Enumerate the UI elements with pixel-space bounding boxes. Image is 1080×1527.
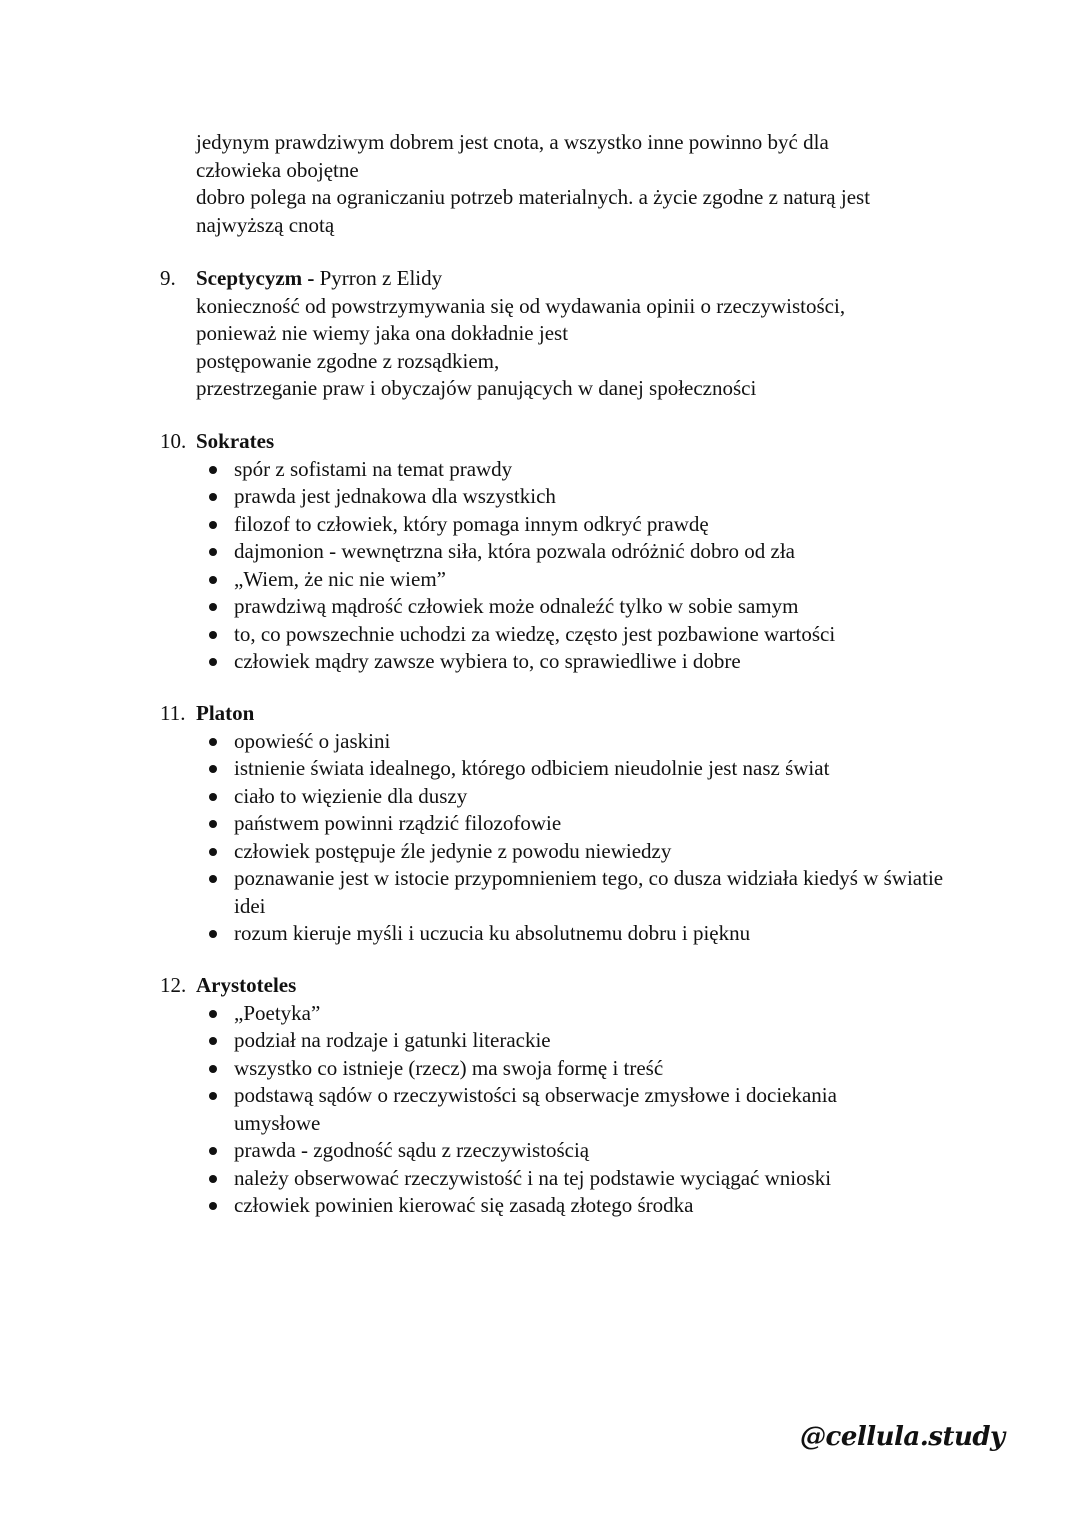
list-item-text: rozum kieruje myśli i uczucia ku absolutnemu dobru i pięknu (234, 921, 751, 945)
bullet-icon (209, 848, 217, 856)
list-item (234, 593, 980, 621)
bullet-icon (209, 1175, 217, 1183)
list-item (234, 511, 980, 539)
list-item-text: należy obserwować rzeczywistość i na tej podstawie wyciągać wnioski (234, 1165, 832, 1190)
list-item-text: prawda jest jednakowa dla wszystkich (234, 484, 556, 508)
bullet-icon (209, 466, 217, 474)
list-item-text: poznawanie jest w istocie przypomnieniem tego, co dusza widziała kiedyś w światie idei (234, 866, 944, 918)
list-item (234, 810, 949, 838)
list-item-text: prawdziwą mądrość człowiek może odnaleźć tylko w sobie samym (234, 594, 799, 618)
bullet-list (160, 456, 980, 676)
section-title: Sokrates (196, 429, 275, 453)
list-item-text: człowiek postępuje źle jedynie z powodu niewiedzy (234, 838, 672, 863)
list-item (234, 1082, 914, 1137)
list-item-text: „Poetyka” (234, 1000, 321, 1025)
section-text (160, 293, 980, 403)
bullet-list (160, 1000, 914, 1220)
bullet-icon (209, 1010, 217, 1018)
list-item (234, 566, 980, 594)
list-item (234, 755, 949, 783)
bullet-icon (209, 765, 217, 773)
list-item-text: opowieść o jaskini (234, 728, 391, 753)
bullet-icon (209, 1202, 217, 1210)
list-item (234, 1000, 914, 1028)
list-item (234, 783, 949, 811)
section-number: 9. (160, 266, 176, 290)
list-item-text: spór z sofistami na temat prawdy (234, 456, 513, 481)
bullet-icon (209, 631, 217, 639)
list-item (234, 1027, 914, 1055)
section-title: Arystoteles (196, 973, 297, 997)
intro-line: jedynym prawdziwym dobrem jest cnota, a wszystko inne powinno być dla (196, 130, 829, 154)
list-item (234, 920, 949, 948)
section-sokrates (160, 428, 980, 676)
bullet-icon (209, 1065, 217, 1073)
list-item-text: podział na rodzaje i gatunki literackie (234, 1028, 551, 1052)
list-item-text: dajmonion - wewnętrzna siła, która pozwala odróżnić dobro od zła (234, 539, 795, 563)
bullet-icon (209, 576, 217, 584)
list-item (234, 1165, 914, 1193)
list-item-text: to, co powszechnie uchodzi za wiedzę, często jest pozbawione wartości (234, 621, 836, 646)
text-line: konieczność od powstrzymywania się od wydawania opinii o rzeczywistości, (196, 293, 846, 318)
intro-line: człowieka obojętne (196, 157, 359, 182)
section-author: Pyrron z Elidy (314, 266, 443, 290)
bullet-icon (209, 603, 217, 611)
section-sceptycyzm (160, 265, 980, 403)
section-title: Platon (196, 701, 255, 725)
section-heading (160, 700, 980, 728)
section-heading (160, 265, 980, 293)
list-item (234, 1192, 914, 1220)
bullet-icon (209, 521, 217, 529)
bullet-list (160, 728, 949, 948)
list-item-text: człowiek powinien kierować się zasadą złotego środka (234, 1193, 694, 1217)
bullet-icon (209, 930, 217, 938)
list-item-text: prawda - zgodność sądu z rzeczywistością (234, 1138, 590, 1162)
text-line: postępowanie zgodne z rozsądkiem, (196, 348, 500, 373)
bullet-icon (209, 1037, 217, 1045)
list-item (234, 865, 949, 920)
section-arystoteles (160, 972, 980, 1220)
list-item (234, 728, 949, 756)
section-number: 12. (160, 973, 187, 997)
section-heading (160, 972, 980, 1000)
list-item (234, 1137, 914, 1165)
bullet-icon (209, 1147, 217, 1155)
list-item (234, 456, 980, 484)
bullet-icon (209, 1092, 217, 1100)
list-item-text: ciało to więzienie dla duszy (234, 783, 468, 808)
section-number: 11. (160, 701, 186, 725)
bullet-icon (209, 820, 217, 828)
bullet-icon (209, 738, 217, 746)
list-item (234, 648, 980, 676)
bullet-icon (209, 658, 217, 666)
bullet-icon (209, 793, 217, 801)
section-platon (160, 700, 980, 948)
intro-paragraph (196, 129, 976, 239)
list-item-text: podstawą sądów o rzeczywistości są obserwacje zmysłowe i dociekania umysłowe (234, 1083, 837, 1135)
section-number: 10. (160, 429, 187, 453)
list-item (234, 621, 980, 649)
bullet-icon (209, 493, 217, 501)
bullet-icon (209, 548, 217, 556)
intro-line: najwyższą cnotą (196, 212, 335, 237)
list-item-text: człowiek mądry zawsze wybiera to, co sprawiedliwe i dobre (234, 649, 741, 673)
list-item-text: „Wiem, że nic nie wiem” (234, 566, 446, 591)
text-line: ponieważ nie wiemy jaka ona dokładnie jest (196, 321, 569, 345)
section-heading (160, 428, 980, 456)
list-item-text: państwem powinni rządzić filozofowie (234, 811, 562, 835)
list-item (234, 483, 980, 511)
section-title: Sceptycyzm - (196, 266, 315, 290)
list-item-text: filozof to człowiek, który pomaga innym odkryć prawdę (234, 511, 709, 536)
intro-line: dobro polega na ograniczaniu potrzeb materialnych. a życie zgodne z naturą jest (196, 185, 871, 209)
author-signature: @cellula.study (800, 1422, 1005, 1452)
list-item (234, 838, 949, 866)
text-line: przestrzeganie praw i obyczajów panujących w danej społeczności (196, 376, 757, 400)
list-item (234, 1055, 914, 1083)
bullet-icon (209, 875, 217, 883)
list-item (234, 538, 980, 566)
list-item-text: istnienie świata idealnego, którego odbiciem nieudolnie jest nasz świat (234, 756, 830, 780)
list-item-text: wszystko co istnieje (rzecz) ma swoja formę i treść (234, 1055, 664, 1080)
